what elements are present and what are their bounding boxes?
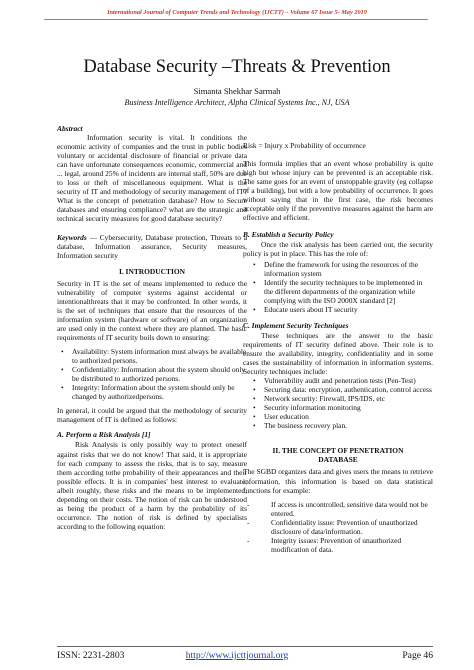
policy-intro: Once the risk analysis has been carried out, the security policy is put in place. This has the role of: — [243, 240, 433, 259]
policy-bullet-list — [249, 260, 433, 314]
section2-intro: The SGBD organizes data and gives users the means to retrieve information, this information is based on data statistical functions for example: — [243, 467, 433, 495]
list-item: • Educate users about IT security — [249, 305, 433, 314]
left-column — [57, 124, 247, 531]
section2-heading: II. THE CONCEPT OF PENETRATION DATABASE — [272, 446, 404, 465]
keywords — [57, 233, 247, 260]
abstract-label: Abstract — [57, 124, 83, 133]
list-item: • Integrity: Information about the system should only be changed by authorizedpersons. — [57, 383, 247, 401]
header-rule — [44, 19, 428, 20]
spacer — [243, 150, 433, 159]
footer-rule — [57, 646, 433, 647]
paper-title: Database Security –Threats & Prevention — [83, 57, 391, 77]
intro-para1: Security in IT is the set of means implemented to reduce the vulnerability of computer systems against accidental or intentionalthreats that it may be confronted. In other words, it is the set of techniques that ensure that the resources of the information system (hardware or software) of an organization are used only in the context where they are planned. The basic requirements of IT security boils down to ensuring: — [57, 278, 247, 342]
list-item: • Vulnerability audit and penetration tests (Pen-Test) — [249, 376, 433, 385]
keywords-label: Keywords — [57, 232, 87, 242]
right-column — [243, 124, 433, 554]
footer-page-number: Page 46 — [402, 650, 433, 661]
intro-bullet-list — [57, 347, 247, 401]
spacer — [243, 124, 433, 141]
footer-issn: ISSN: 2231-2803 — [57, 650, 125, 661]
risk-equation: Risk = Injury x Probability of occurrence — [243, 141, 366, 150]
techniques-bullet-list — [249, 376, 433, 430]
list-item: • The business recovery plan. — [249, 421, 433, 430]
risk-heading: A. Perform a Risk Analysis [1] — [57, 430, 151, 440]
section2-list — [243, 500, 433, 554]
footer-url-link[interactable]: http://www.ijcttjournal.org — [185, 650, 289, 661]
list-item: - Confidentiality issue: Prevention of unauthorized disclosure of data/information. — [243, 518, 433, 536]
spacer — [57, 224, 247, 233]
paper-affiliation: Business Intelligence Architect, Alpha Clinical Systems Inc., NJ, USA — [124, 98, 350, 107]
intro-para2: In general, it could be argued that the methodology of security management of IT is defined as follows: — [57, 406, 247, 425]
list-item: - Integrity issues: Prevention of unauthorized modification of data. — [243, 536, 433, 554]
journal-header: International Journal of Computer Trends and Technology (IJCTT) – Volume 67 Issue 5- May 2019 — [107, 9, 367, 16]
list-item: • Confidentiality: Information about the system should only be distributed to authorized persons. — [57, 365, 247, 383]
intro-heading: I. INTRODUCTION — [118, 266, 186, 276]
techniques-intro: These techniques are the answer to the basic requirements of IT security defined above. Their role is to ensure the availability, integrity, confidentiality and in some cases the sustainability of information in information systems. Security techniques include: — [243, 330, 433, 377]
paper-author: Simanta Shekhar Sarmah — [193, 86, 281, 96]
list-item: • Availability: System information must always be available to authorized persons. — [57, 347, 247, 365]
abstract-text: Information security is vital. It conditions the economic activity of companies and the trust in public bodies voluntary or accidental disclosure of financial or private data can have unfortunate consequences economic, commercial and ... legal, around 25% of incidents are internal staff, 50% are due to loss or theft of miscellaneous equipment. What is the security of IT and methodology of security management of IT? What is the concept of penetration database? How to Secure databases and ensuring compliance? what are the strategic and technical security measures for good database security? — [57, 133, 247, 224]
techniques-heading: C. Implement Security Techniques — [243, 320, 349, 330]
list-item: • Identify the security techniques to be implemented in the different departments of the organization while complying with the ISO 2000X standard [2] — [249, 278, 433, 305]
list-item: • Define the framework for using the resources of the information system — [249, 260, 433, 278]
policy-heading: B. Establish a Security Policy — [243, 230, 334, 240]
risk-explanation: This formula implies that an event whose probability is quite high but whose injury can be prevented is an acceptable risk. The same goes for an event of unstoppable gravity (eg collapse of a building), but with a low probability of occurrence. It goes without saying that in the first case, the risk becomes acceptable only if the preventive measures against the harm are effective and efficient. — [243, 159, 433, 223]
list-item: • Securing data: encryption, authentication, control access — [249, 385, 433, 394]
list-item: • User education — [249, 412, 433, 421]
risk-text: Risk Analysis is only possibly way to protect oneself against risks that we do not know! That said, it is appropriate for each company to assess the risks, that is to say, measure them according tothe probability of their appearances and their possible effects. It is in companies' best interest to evaluate, albeit roughly, these risks and the means to be implemented, depending on their costs. The notion of risk can be understood as being the product of a harm by the probability of its occurrence. The notion of risk is defined by specialists according to the following equation: — [57, 440, 247, 531]
list-item: - If access is uncontrolled, sensitive data would not be entered. — [243, 500, 433, 518]
keywords-text: — Cybersecurity, Database protection, Threats to a database, Information assurance, Security measures, Information security — [57, 232, 247, 260]
list-item: • Network security: Firewall, IPS/IDS, etc — [249, 394, 433, 403]
list-item: • Security information monitoring — [249, 403, 433, 412]
